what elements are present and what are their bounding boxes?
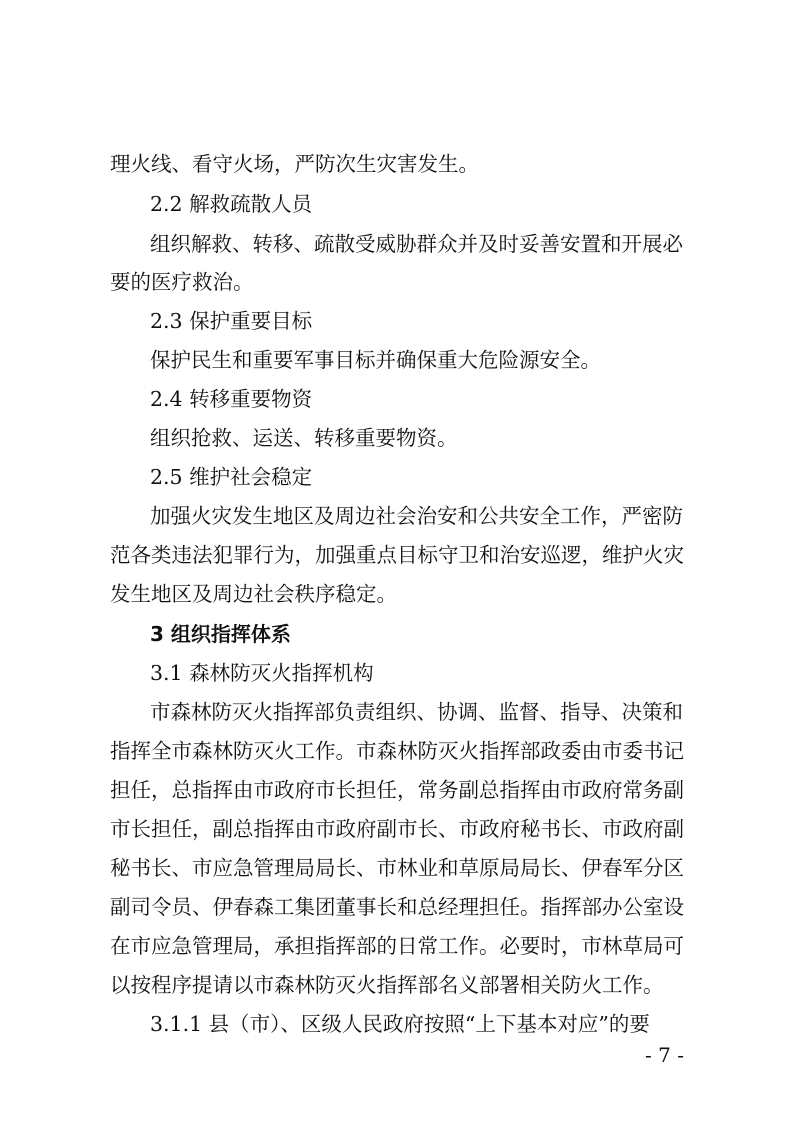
section-heading-2-5: 2.5 维护社会稳定 bbox=[150, 465, 313, 489]
body-text-line: 理火线、看守火场，严防次生灾害发生。 bbox=[110, 152, 479, 176]
body-text-line: 发生地区及周边社会秩序稳定。 bbox=[110, 582, 397, 606]
section-heading-2-4: 2.4 转移重要物资 bbox=[150, 387, 313, 411]
body-text-line: 组织解救、转移、疏散受威胁群众并及时妥善安置和开展必 bbox=[150, 232, 683, 256]
section-heading-3-1: 3.1 森林防灭火指挥机构 bbox=[150, 661, 374, 685]
body-text-line: 在市应急管理局，承担指挥部的日常工作。必要时，市林草局可 bbox=[110, 934, 684, 958]
page-number: - 7 - bbox=[645, 1043, 684, 1067]
body-text-line: 组织抢救、运送、转移重要物资。 bbox=[150, 426, 458, 450]
body-text-line: 担任，总指挥由市政府市长担任，常务副总指挥由市政府常务副 bbox=[110, 778, 684, 802]
body-text-line: 秘书长、市应急管理局局长、市林业和草原局局长、伊春军分区 bbox=[110, 856, 684, 880]
body-text-line: 加强火灾发生地区及周边社会治安和公共安全工作，严密防 bbox=[150, 504, 683, 528]
body-text-line: 保护民生和重要军事目标并确保重大危险源安全。 bbox=[150, 348, 601, 372]
body-text-line: 市长担任，副总指挥由市政府副市长、市政府秘书长、市政府副 bbox=[110, 817, 684, 841]
body-text-line: 以按程序提请以市森林防灭火指挥部名义部署相关防火工作。 bbox=[110, 973, 664, 997]
body-text-line: 指挥全市森林防灭火工作。市森林防灭火指挥部政委由市委书记 bbox=[110, 739, 684, 763]
section-heading-2-3: 2.3 保护重要目标 bbox=[150, 309, 313, 333]
body-text-line: 范各类违法犯罪行为，加强重点目标守卫和治安巡逻，维护火灾 bbox=[110, 543, 684, 567]
section-heading-3-1-1: 3.1.1 县（市）、区级人民政府按照“上下基本对应”的要 bbox=[150, 1012, 650, 1036]
chapter-heading-3: 3 组织指挥体系 bbox=[150, 622, 291, 646]
body-text-line: 副司令员、伊春森工集团董事长和总经理担任。指挥部办公室设 bbox=[110, 895, 684, 919]
section-heading-2-2: 2.2 解救疏散人员 bbox=[150, 192, 313, 216]
body-text-line: 市森林防灭火指挥部负责组织、协调、监督、指导、决策和 bbox=[150, 700, 683, 724]
body-text-line: 要的医疗救治。 bbox=[110, 270, 254, 294]
